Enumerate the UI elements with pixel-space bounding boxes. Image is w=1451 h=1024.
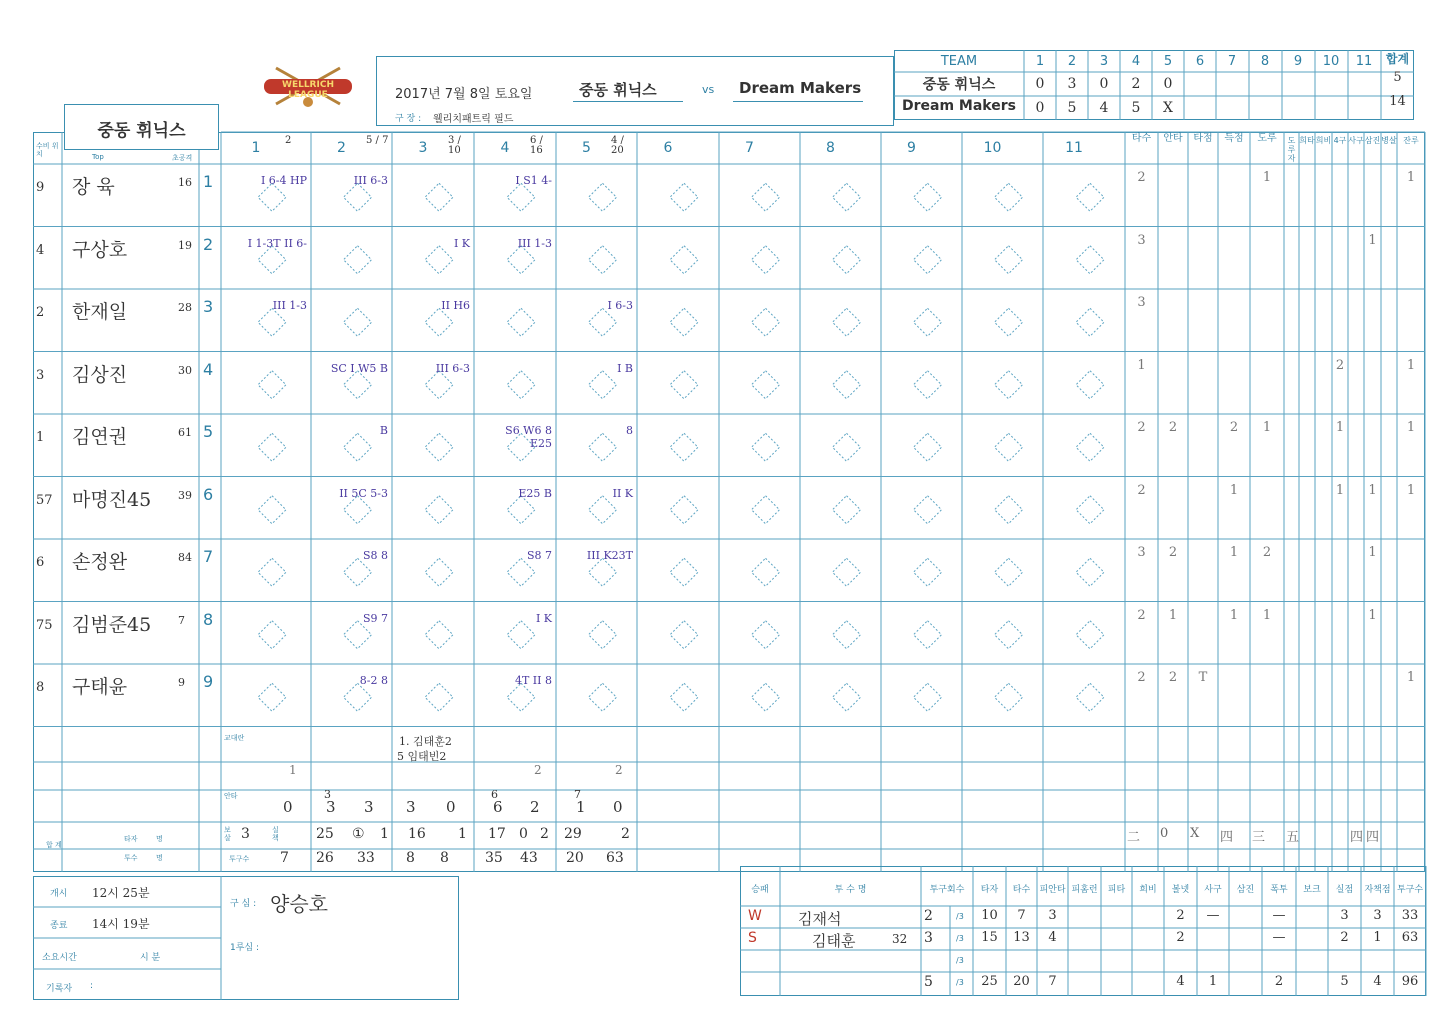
subs-note-1: 1. 김태훈2 bbox=[399, 735, 452, 748]
start-time: 12시 25분 bbox=[92, 886, 150, 900]
subs-mark: 2 bbox=[615, 763, 623, 777]
pitching-header: 피홈런 bbox=[1071, 885, 1098, 895]
linescore-inning-header: 11 bbox=[1355, 54, 1373, 69]
at-bat-mark: III 1-3 bbox=[272, 299, 307, 312]
stat-header: 도루자 bbox=[1287, 136, 1296, 163]
walks-total: ① bbox=[352, 826, 365, 842]
linescore-inning-header: 10 bbox=[1322, 54, 1340, 69]
stat-total: 四 bbox=[1220, 830, 1234, 845]
linescore-inning-header: 3 bbox=[1099, 54, 1109, 69]
player-position: 3 bbox=[36, 367, 45, 383]
player-position: 8 bbox=[36, 680, 45, 695]
pitcher-stat: 2 bbox=[1176, 930, 1185, 945]
stat-mark: 1 bbox=[1368, 232, 1377, 248]
at-bat-mark: 8 bbox=[626, 424, 633, 437]
stat-header: 4구 bbox=[1333, 136, 1347, 145]
pitcher-stat: 2 bbox=[1340, 930, 1349, 945]
stat-mark: 1 bbox=[1335, 420, 1345, 435]
stat-header: 삼진 bbox=[1364, 136, 1381, 145]
pitcher-stat: 2 bbox=[1176, 908, 1185, 923]
game-date: 2017년 7월 8일 토요일 bbox=[395, 87, 533, 102]
stat-total: 0 bbox=[1160, 826, 1169, 841]
linescore-score: 0 bbox=[1035, 100, 1045, 116]
linescore-score: 2 bbox=[1131, 76, 1141, 92]
pitcher-number: 32 bbox=[892, 932, 908, 946]
stat-mark: 1 bbox=[1262, 607, 1272, 623]
linescore-score: X bbox=[1163, 100, 1173, 116]
at-bat-mark: 4T II 8 bbox=[514, 674, 552, 687]
linescore-total: 14 bbox=[1389, 94, 1406, 109]
linescore-score: 5 bbox=[1131, 100, 1141, 116]
start-label: 개시 bbox=[50, 889, 68, 899]
hitters-label: 투수 bbox=[124, 854, 138, 862]
walks-label: 보살 bbox=[224, 826, 231, 842]
pitching-header: 승패 bbox=[751, 885, 769, 895]
at-bat-mark: S8 7 bbox=[526, 549, 552, 562]
pitching-header: 피안타 bbox=[1039, 885, 1066, 895]
at-bat-mark: E25 B bbox=[518, 486, 552, 500]
pitcher-innings: 3 bbox=[924, 930, 933, 946]
linescore-score: 0 bbox=[1163, 76, 1173, 92]
at-bat-mark: 8-2 8 bbox=[359, 674, 388, 687]
pitching-header: 사구 bbox=[1204, 885, 1222, 895]
walks-total: 29 bbox=[564, 826, 582, 842]
linescore-score: 4 bbox=[1099, 100, 1109, 116]
batting-order: 9 bbox=[203, 672, 214, 691]
at-bat-mark: SC I W5 B bbox=[330, 361, 388, 375]
pitcher-stat: 96 bbox=[1401, 974, 1419, 989]
pitch-total: 26 bbox=[316, 850, 334, 866]
pitcher-stat: 1 bbox=[1208, 974, 1218, 989]
linescore-row-home: 중동 휘닉스 bbox=[922, 77, 996, 93]
pitcher-stat: — bbox=[1272, 930, 1286, 945]
umpire-name: 양승호 bbox=[270, 892, 328, 916]
hits-sub: 7 bbox=[574, 788, 581, 801]
pitcher-innings: 5 bbox=[924, 974, 933, 990]
stat-mark: 1 bbox=[1335, 482, 1345, 498]
walks-total: 17 bbox=[488, 826, 506, 842]
subs-label: 교대란 bbox=[224, 734, 245, 742]
at-bat-mark: S9 7 bbox=[362, 611, 388, 625]
batters-label: 타자 bbox=[124, 835, 138, 843]
duration-label: 소요시간 bbox=[42, 953, 77, 963]
pitch-total: 35 bbox=[485, 850, 503, 866]
stat-mark: 2 bbox=[1137, 482, 1146, 498]
linescore-inning-header: 9 bbox=[1293, 54, 1303, 69]
batting-order: 7 bbox=[203, 547, 214, 566]
pitching-header: 투 수 명 bbox=[834, 885, 867, 895]
stat-total: X bbox=[1190, 826, 1200, 841]
pitcher-outs: /3 bbox=[956, 978, 964, 987]
stat-mark: 3 bbox=[1137, 232, 1146, 248]
inning-header: 5 bbox=[582, 140, 591, 156]
venue-label: 구 장 : bbox=[395, 114, 422, 124]
stat-mark: 1 bbox=[1406, 482, 1416, 498]
pitcher-stat: 3 bbox=[1340, 908, 1349, 923]
player-number: 19 bbox=[178, 238, 192, 252]
pitcher-stat: 2 bbox=[1274, 974, 1284, 989]
player-name: 마명진45 bbox=[72, 488, 152, 511]
inning-header: 4 bbox=[500, 140, 510, 156]
pitcher-stat: 4 bbox=[1176, 974, 1185, 989]
inning-note: 3 / 10 bbox=[448, 135, 461, 156]
batting-order: 3 bbox=[203, 297, 214, 316]
player-name: 한재일 bbox=[72, 301, 128, 323]
linescore-score: 3 bbox=[1067, 76, 1077, 92]
pitcher-name: 김태훈 bbox=[812, 932, 856, 950]
logo-text: WELLRICH LEAGUE bbox=[282, 80, 334, 100]
position-label: 수비 위치 bbox=[36, 142, 59, 158]
team-name: 중동 휘닉스 bbox=[97, 121, 186, 141]
at-bat-mark: I 1-3T II 6- bbox=[247, 236, 307, 250]
stat-mark: T bbox=[1198, 670, 1208, 685]
inning-note: 6 / 16 bbox=[530, 135, 543, 156]
linescore-score: 0 bbox=[1099, 76, 1109, 92]
pitch-total: 8 bbox=[440, 850, 449, 866]
player-position: 2 bbox=[36, 305, 45, 320]
stat-header: 타수 bbox=[1131, 133, 1152, 144]
pitcher-stat: — bbox=[1272, 908, 1286, 923]
player-number: 16 bbox=[178, 176, 192, 189]
pitcher-stat: — bbox=[1206, 908, 1220, 923]
player-name: 장 육 bbox=[72, 176, 115, 198]
pitch-total: 43 bbox=[520, 850, 538, 866]
player-position: 57 bbox=[36, 492, 53, 508]
at-bat-mark: II 5C 5-3 bbox=[339, 486, 388, 500]
inning-note: 2 bbox=[285, 135, 292, 146]
player-position: 6 bbox=[36, 555, 45, 570]
stat-header: 사구 bbox=[1348, 136, 1364, 145]
pitcher-result: S bbox=[748, 930, 757, 946]
at-bat-mark: II H6 bbox=[441, 299, 470, 312]
linescore-total: 5 bbox=[1393, 70, 1402, 85]
home-team: 중동 휘닉스 bbox=[579, 81, 657, 99]
linescore-inning-header: 8 bbox=[1260, 54, 1270, 69]
linescore-total-header: 합계 bbox=[1385, 52, 1410, 66]
walks-total: 25 bbox=[316, 826, 334, 842]
pitching-header: 타수 bbox=[1012, 885, 1031, 895]
player-number: 9 bbox=[178, 676, 185, 689]
player-number: 84 bbox=[178, 551, 192, 564]
stat-mark: 2 bbox=[1168, 420, 1178, 435]
linescore-inning-header: 6 bbox=[1195, 54, 1205, 69]
linescore-inning-header: 4 bbox=[1131, 54, 1141, 69]
pitching-header: 피타 bbox=[1107, 885, 1126, 895]
at-bat-mark: I K bbox=[453, 236, 470, 250]
pitcher-stat: 3 bbox=[1048, 908, 1057, 923]
linescore-inning-header: 7 bbox=[1227, 54, 1237, 69]
stat-total: 三 bbox=[1252, 830, 1266, 845]
scorer-label: 기록자 bbox=[46, 984, 73, 994]
stat-total: 四 bbox=[1366, 830, 1380, 845]
base-umpire-label: 1루심 : bbox=[230, 943, 260, 953]
pitcher-stat: 63 bbox=[1401, 930, 1419, 945]
inning-header: 3 bbox=[418, 140, 428, 156]
inning-header: 1 bbox=[251, 140, 261, 156]
stat-total: 四 bbox=[1350, 830, 1364, 845]
stat-mark: 2 bbox=[1335, 357, 1345, 373]
stat-total: 五 bbox=[1286, 830, 1300, 845]
player-position: 4 bbox=[36, 242, 45, 258]
inning-header: 6 bbox=[663, 140, 673, 156]
at-bat-mark: II K bbox=[612, 486, 633, 500]
pitching-header: 폭투 bbox=[1270, 885, 1288, 895]
stat-mark: 3 bbox=[1137, 295, 1146, 310]
batting-order: 2 bbox=[203, 234, 214, 254]
hits-sub: 3 bbox=[324, 788, 331, 801]
batting-order: 1 bbox=[203, 172, 214, 191]
subs-note-2: 5 임태빈2 bbox=[397, 750, 447, 763]
hits-total: 0 bbox=[283, 798, 293, 816]
venue-name: 웰리치패트릭 필드 bbox=[433, 114, 514, 125]
pitching-header: 타자 bbox=[980, 885, 999, 895]
hits-total: 6 bbox=[493, 798, 503, 816]
linescore-score: 5 bbox=[1067, 100, 1077, 116]
pitching-header: 자책점 bbox=[1364, 885, 1391, 895]
player-position: 75 bbox=[36, 617, 53, 633]
player-name: 김연권 bbox=[72, 426, 128, 448]
batting-order: 4 bbox=[203, 359, 214, 379]
hits-sub: 6 bbox=[491, 788, 498, 801]
stat-header: 병살 bbox=[1381, 136, 1397, 145]
pitcher-stat: 4 bbox=[1048, 930, 1057, 945]
subs-mark: 1 bbox=[289, 763, 297, 777]
inning-header: 7 bbox=[745, 140, 754, 156]
pitcher-stat: 33 bbox=[1401, 908, 1419, 923]
player-number: 30 bbox=[178, 363, 192, 377]
walks-total: 0 bbox=[519, 826, 528, 842]
stat-mark: 1 bbox=[1168, 607, 1178, 623]
inning-header: 10 bbox=[983, 140, 1002, 156]
at-bat-mark: S8 8 bbox=[362, 549, 388, 562]
pitch-total: 7 bbox=[280, 850, 289, 866]
at-bat-mark: S6 W6 8 E25 bbox=[505, 424, 552, 450]
stat-header: 희비 bbox=[1315, 136, 1332, 145]
batters-name-label: 명 bbox=[156, 835, 163, 843]
inning-header: 11 bbox=[1065, 140, 1083, 156]
pitching-header: 삼진 bbox=[1236, 885, 1255, 895]
at-bat-mark: I 6-4 HP bbox=[260, 174, 307, 187]
stat-header: 잔루 bbox=[1403, 136, 1419, 145]
pitcher-stat: 7 bbox=[1048, 974, 1057, 989]
stat-mark: 1 bbox=[1368, 607, 1377, 623]
away-team: Dream Makers bbox=[739, 79, 862, 97]
pitcher-stat: 15 bbox=[981, 930, 998, 945]
stat-mark: 2 bbox=[1262, 545, 1272, 560]
hits-label: 안타 bbox=[224, 792, 238, 800]
stat-mark: 1 bbox=[1368, 545, 1377, 560]
stat-mark: 3 bbox=[1137, 545, 1146, 560]
end-time: 14시 19분 bbox=[92, 917, 150, 931]
linescore-inning-header: 2 bbox=[1067, 54, 1077, 69]
order-label: 초공격 bbox=[172, 154, 193, 162]
stat-mark: 2 bbox=[1168, 545, 1178, 560]
hits-total: 1 bbox=[576, 798, 586, 816]
stat-mark: 2 bbox=[1137, 420, 1146, 435]
walks-total: 2 bbox=[540, 826, 549, 842]
at-bat-mark: I 6-3 bbox=[607, 299, 633, 312]
pitcher-stat: 20 bbox=[1013, 974, 1030, 989]
stat-mark: 2 bbox=[1137, 670, 1146, 685]
stat-mark: 2 bbox=[1168, 670, 1178, 685]
pitcher-stat: 13 bbox=[1013, 930, 1030, 945]
hits-total: 0 bbox=[613, 798, 623, 816]
batting-order: 5 bbox=[203, 422, 214, 441]
stat-mark: 1 bbox=[1137, 357, 1146, 373]
umpire-label: 구 심 : bbox=[230, 899, 257, 909]
player-number: 28 bbox=[178, 301, 192, 314]
stat-mark: 1 bbox=[1229, 607, 1239, 623]
player-number: 7 bbox=[178, 613, 185, 627]
sum-label: 합 계 bbox=[46, 841, 62, 849]
stat-mark: 1 bbox=[1229, 482, 1239, 498]
hitters-name-label: 명 bbox=[156, 854, 163, 862]
stat-total: 二 bbox=[1127, 830, 1141, 845]
player-name: 손정완 bbox=[72, 551, 128, 573]
pitcher-stat: 3 bbox=[1373, 908, 1382, 923]
pitching-header: 희비 bbox=[1139, 885, 1157, 895]
player-position: 9 bbox=[36, 180, 45, 195]
hits-total: 3 bbox=[326, 798, 336, 816]
pitcher-stat: 25 bbox=[981, 974, 998, 989]
pitcher-outs: /3 bbox=[956, 956, 964, 965]
stat-mark: 1 bbox=[1406, 170, 1416, 185]
subs-mark: 2 bbox=[534, 763, 542, 777]
walks-total: 16 bbox=[408, 826, 426, 842]
pitcher-outs: /3 bbox=[956, 934, 964, 943]
batting-order: 8 bbox=[203, 609, 214, 629]
player-position: 1 bbox=[36, 430, 45, 445]
pitcher-innings: 2 bbox=[924, 908, 933, 924]
walks-total: 1 bbox=[458, 826, 467, 842]
linescore-inning-header: 5 bbox=[1163, 54, 1173, 69]
errors-label: 실책 bbox=[272, 826, 279, 842]
inning-header: 9 bbox=[907, 140, 916, 156]
stat-mark: 1 bbox=[1406, 420, 1416, 435]
stat-mark: 1 bbox=[1229, 545, 1239, 560]
linescore-row-away: Dream Makers bbox=[902, 98, 1016, 114]
stat-mark: 1 bbox=[1368, 482, 1377, 498]
at-bat-mark: III 6-3 bbox=[353, 174, 388, 187]
pitching-header: 투구수 bbox=[1396, 885, 1424, 895]
pitcher-stat: 5 bbox=[1340, 974, 1349, 989]
inning-header: 8 bbox=[826, 140, 835, 156]
pitcher-result: W bbox=[748, 908, 762, 924]
end-label: 종료 bbox=[50, 921, 68, 931]
walks-total: 2 bbox=[621, 826, 630, 842]
linescore-inning-header: 1 bbox=[1035, 54, 1045, 69]
player-name: 김범준45 bbox=[72, 613, 152, 636]
stat-header: 도루 bbox=[1257, 133, 1277, 144]
linescore-team-label: TEAM bbox=[940, 54, 978, 69]
hits-total: 0 bbox=[446, 798, 456, 816]
pitching-header: 투구회수 bbox=[929, 885, 965, 895]
player-name: 김상진 bbox=[72, 363, 128, 386]
pitching-header: 실점 bbox=[1335, 885, 1354, 895]
pitch-total: 33 bbox=[357, 850, 375, 866]
at-bat-mark: III 6-3 bbox=[435, 361, 470, 375]
pitcher-name: 김재석 bbox=[798, 910, 842, 928]
pitcher-stat: 4 bbox=[1373, 974, 1382, 989]
at-bat-mark: I S1 4- bbox=[515, 174, 552, 187]
stat-header: 득점 bbox=[1224, 133, 1244, 144]
pitch-count-label: 투구수 bbox=[229, 855, 250, 863]
at-bat-mark: III 1-3 bbox=[517, 236, 552, 250]
player-number: 61 bbox=[178, 426, 192, 439]
inning-note: 5 / 7 bbox=[366, 135, 389, 146]
player-name: 구태윤 bbox=[72, 676, 128, 698]
stat-header: 타점 bbox=[1193, 133, 1213, 144]
stat-header: 안타 bbox=[1163, 133, 1183, 144]
pitcher-outs: /3 bbox=[956, 912, 964, 921]
stat-mark: 2 bbox=[1137, 170, 1146, 185]
pitching-header: 볼넷 bbox=[1171, 885, 1190, 895]
duration-value: 시 분 bbox=[140, 953, 161, 963]
pitch-total: 8 bbox=[406, 850, 415, 866]
pitcher-stat: 7 bbox=[1017, 908, 1026, 923]
pitcher-stat: 10 bbox=[981, 908, 998, 923]
inning-header: 2 bbox=[337, 140, 346, 156]
at-bat-mark: B bbox=[379, 424, 388, 437]
pitching-header: 보크 bbox=[1303, 885, 1321, 895]
hits-total: 2 bbox=[530, 798, 540, 816]
batting-order: 6 bbox=[203, 484, 214, 504]
pitch-total: 20 bbox=[566, 850, 584, 866]
stat-mark: 1 bbox=[1262, 170, 1272, 185]
pitcher-stat: 1 bbox=[1373, 930, 1382, 945]
top-label: Top bbox=[92, 153, 104, 161]
walks-total: 3 bbox=[241, 826, 250, 842]
walks-total: 1 bbox=[380, 826, 389, 842]
hits-total: 3 bbox=[364, 798, 374, 816]
stat-header: 희타 bbox=[1299, 136, 1315, 145]
hits-total: 3 bbox=[406, 798, 416, 816]
inning-note: 4 / 20 bbox=[611, 135, 624, 156]
pitch-total: 63 bbox=[606, 850, 624, 866]
versus-label: vs bbox=[702, 83, 715, 96]
stat-mark: 1 bbox=[1406, 670, 1416, 685]
scorer-value: : bbox=[90, 981, 94, 991]
stat-mark: 2 bbox=[1229, 420, 1239, 435]
stat-mark: 2 bbox=[1137, 607, 1146, 623]
linescore-score: 0 bbox=[1035, 76, 1045, 92]
at-bat-mark: I B bbox=[617, 361, 633, 375]
stat-mark: 1 bbox=[1262, 420, 1272, 435]
player-name: 구상호 bbox=[72, 238, 128, 261]
stat-mark: 1 bbox=[1406, 357, 1416, 373]
player-number: 39 bbox=[178, 488, 192, 502]
at-bat-mark: III K23T bbox=[586, 549, 633, 562]
at-bat-mark: I K bbox=[535, 611, 552, 625]
